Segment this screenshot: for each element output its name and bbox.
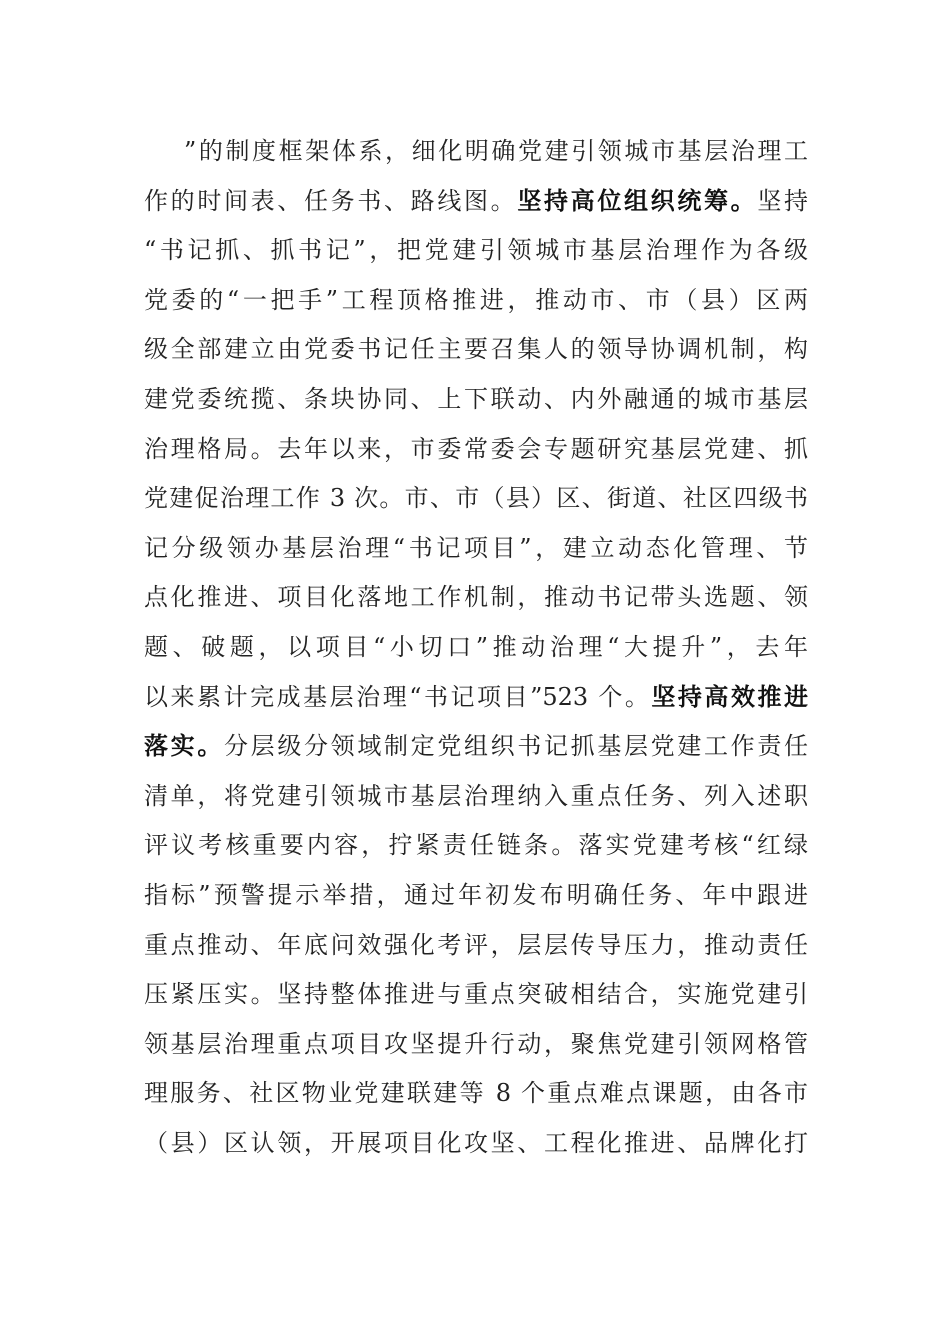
text-segment: ”的制度框架体系，细化明确党建引领城市基层治理工 bbox=[184, 137, 808, 165]
text-segment: （县）区认领，开展项目化攻坚、工程化推进、品牌化打 bbox=[144, 1128, 808, 1157]
text-segment: 评议考核重要内容，拧紧责任链条。落实党建考核“红绿 bbox=[144, 831, 808, 860]
text-segment: 以来累计完成基层治理“书记项目”523 个。 bbox=[144, 682, 652, 711]
bold-heading-segment: 落实。 bbox=[144, 732, 224, 761]
text-line bbox=[144, 623, 808, 673]
text-line bbox=[144, 524, 808, 574]
bold-heading-segment: 坚持高效推进 bbox=[651, 682, 809, 711]
text-segment: 级全部建立由党委书记任主要召集人的领导协调机制，构 bbox=[144, 335, 808, 364]
text-line bbox=[144, 325, 808, 375]
bold-heading-segment: 坚持高位组织统筹。 bbox=[517, 186, 758, 215]
body-paragraph bbox=[144, 127, 808, 1168]
text-segment: 建党委统揽、条块协同、上下联动、内外融通的城市基层 bbox=[144, 384, 808, 413]
text-line bbox=[144, 921, 808, 971]
text-segment: 清单，将党建引领城市基层治理纳入重点任务、列入述职 bbox=[144, 781, 808, 810]
text-line bbox=[144, 425, 808, 475]
text-segment: 指标”预警提示举措，通过年初发布明确任务、年中跟进 bbox=[144, 880, 808, 909]
text-line bbox=[144, 177, 808, 227]
text-segment: 理服务、社区物业党建联建等 8 个重点难点课题，由各市 bbox=[144, 1079, 808, 1108]
text-segment: 分层级分领域制定党组织书记抓基层党建工作责任 bbox=[224, 732, 808, 761]
text-line bbox=[144, 673, 808, 723]
text-segment: 作的时间表、任务书、路线图。 bbox=[144, 186, 518, 215]
text-segment: 党委的“一把手”工程顶格推进，推动市、市（县）区两 bbox=[144, 285, 808, 314]
text-segment: 坚持 bbox=[757, 186, 809, 215]
text-line bbox=[144, 871, 808, 921]
text-segment: 党建促治理工作 3 次。市、市（县）区、街道、社区四级书 bbox=[144, 484, 808, 513]
text-line bbox=[144, 127, 808, 177]
text-segment: 点化推进、项目化落地工作机制，推动书记带头选题、领 bbox=[144, 583, 808, 612]
text-line bbox=[144, 474, 808, 524]
text-line bbox=[144, 722, 808, 772]
text-line bbox=[144, 573, 808, 623]
text-segment: “书记抓、抓书记”，把党建引领城市基层治理作为各级 bbox=[144, 236, 808, 265]
text-line bbox=[144, 1020, 808, 1070]
text-line bbox=[144, 226, 808, 276]
text-segment: 重点推动、年底问效强化考评，层层传导压力，推动责任 bbox=[144, 930, 808, 959]
text-line bbox=[144, 772, 808, 822]
text-line bbox=[144, 375, 808, 425]
text-line bbox=[144, 1119, 808, 1169]
text-segment: 领基层治理重点项目攻坚提升行动，聚焦党建引领网格管 bbox=[144, 1029, 808, 1058]
text-segment: 治理格局。去年以来，市委常委会专题研究基层党建、抓 bbox=[144, 434, 808, 463]
text-segment: 压紧压实。坚持整体推进与重点突破相结合，实施党建引 bbox=[144, 980, 808, 1009]
text-line bbox=[144, 1069, 808, 1119]
text-segment: 记分级领办基层治理“书记项目”，建立动态化管理、节 bbox=[144, 533, 808, 562]
text-line bbox=[144, 276, 808, 326]
text-line bbox=[144, 821, 808, 871]
text-line bbox=[144, 970, 808, 1020]
text-segment: 题、破题，以项目“小切口”推动治理“大提升”，去年 bbox=[144, 632, 808, 661]
